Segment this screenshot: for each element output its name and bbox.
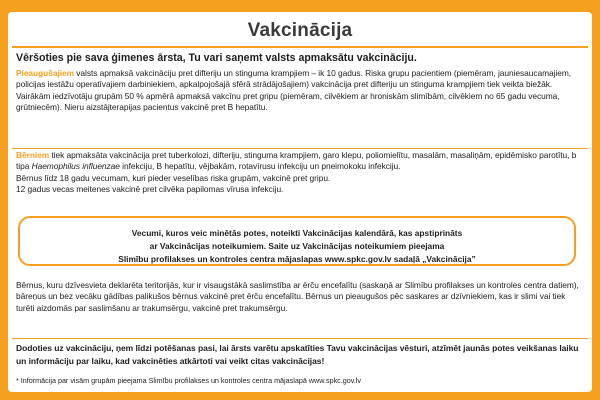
page-title: Vakcinācija xyxy=(247,20,353,41)
children-paragraph xyxy=(16,150,584,173)
children-line2: Bērnus līdz 18 gadu vecumam, kuri pieder veselības riska grupām, vakcinē pret gripu. xyxy=(16,172,331,183)
children-text-before: tiek apmaksāta vakcinācija pret tuberkolozi, difteriju, stinguma krampjiem, garo klepu, poliomielītu, masalām, masaliņām, epidēmisko parotītu, b tipa xyxy=(16,150,577,172)
section-divider xyxy=(12,148,588,149)
adults-label: Pieaugušajiem xyxy=(16,68,74,78)
title-divider xyxy=(12,46,588,48)
reminder-section xyxy=(16,342,584,367)
info-card xyxy=(8,12,592,392)
callout-line2: ar Vakcinācijas noteikumiem. Saite uz Vakcinācijas noteikumiem pieejama xyxy=(149,241,445,251)
children-text-after: infekciju, B hepatītu, vējbakām, rotavīrusu infekciju un pneimokoku infekciju. xyxy=(119,161,401,172)
residents-section xyxy=(16,280,584,314)
adults-section xyxy=(16,68,584,113)
children-text-italic: Haemophilus influenzae xyxy=(31,161,120,172)
schedule-callout xyxy=(18,216,576,266)
reminder-paragraph: Dodoties uz vakcināciju, ņem līdzi potēšanas pasi, lai ārsts varētu apskatīties Tavu vakcinācijas vēsturi, atzīmēt jaunās potes veikšanas laiku un informāciju par laiku, kad vakcinēties atkārtoti vai veikt citas vakcinācijas! xyxy=(16,343,579,366)
residents-paragraph: Bērnus, kuru dzīvesvieta deklarēta teritorijās, kur ir visaugstākā saslimstība ar ērču encefalītu (saskaņā ar Slimību profilakses un kontroles centra datiem), bāreņus un bez vecāku gādības palikušos bērnus vakcinē pret ērču encefalītu. Bērnus un pieaugušos pēc saskares ar dzīvniekiem, kas ir slimi vai tiek turēti aizdomās par saslimšanu ar trakumsērgu, vakcinē pret trakumsērgu. xyxy=(16,280,579,313)
footnote: * Informācija par visām grupām pieejama Slimību profilakses un kontroles centra mājaslapā www.spkc.gov.lv xyxy=(16,376,362,385)
section-divider xyxy=(12,338,588,339)
adults-paragraph xyxy=(16,68,584,113)
intro-text: Vēršoties pie savа ģimenes ārsta, Tu vari saņemt valsts apmaksātu vakcināciju. xyxy=(16,52,417,64)
children-line3: 12 gadus vecas meitenes vakcinē pret cilvēka papilomas vīrusa infekciju. xyxy=(16,183,284,194)
callout-line1: Vecumi, kuros veic minētās potes, noteikti Vakcinācijas kalendārā, kas apstiprināts xyxy=(131,228,463,238)
children-section xyxy=(16,150,584,195)
callout-line3: Slimību profilakses un kontroles centra mājaslapas www.spkc.gov.lv sadaļā „Vakcinācija” xyxy=(118,254,476,264)
children-label: Bērniem xyxy=(16,150,50,160)
adults-text: valsts apmaksā vakcināciju pret difteriju un stinguma krampjiem – ik 10 gadus. Riska grupu pacientiem (piemēram, jauniesaucamajiem, policijas iestāžu operatīvajiem darbiniekiem, apkalpojošajā sfērā strādājošajiem) vakcinācija pret difteriju un stinguma krampjiem tiek veikta biežāk. Vairākām iedzīvotāju grupām 50 % apmērā apmaksā vakcīnu pret gripu (piemēram, cilvēkiem ar hroniskām slimībām, cilvēkiem no 65 gadu vecuma, grūtniecēm). Nieru aizstājterapijas pacientus vakcinē pret B hepatītu. xyxy=(16,68,572,112)
